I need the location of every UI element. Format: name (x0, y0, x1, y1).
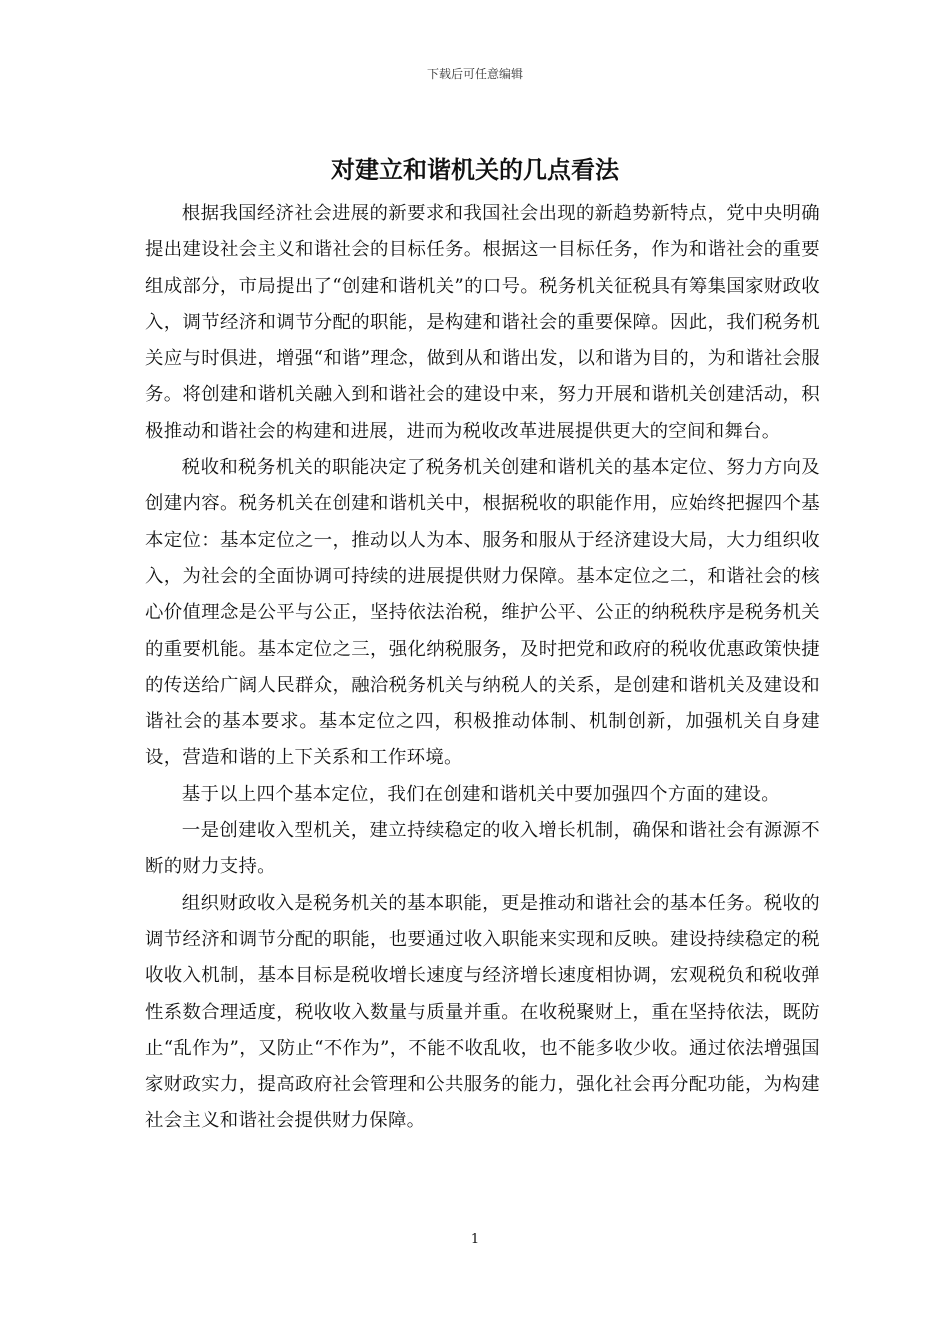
document-title: 对建立和谐机关的几点看法 (331, 155, 619, 184)
paragraph: 税收和税务机关的职能决定了税务机关创建和谐机关的基本定位、努力方向及创建内容。税务机关在创建和谐机关中，根据税收的职能作用，应始终把握四个基本定位：基本定位之一，推动以人为本、服务和服从于经济建设大局，大力组织收入，为社会的全面协调可持续的进展提供财力保障。基本定位之二，和谐社会的核心价值理念是公平与公正，坚持依法治税，维护公平、公正的纳税秩序是税务机关的重要机能。基本定位之三，强化纳税服务，及时把党和政府的税收优惠政策快捷的传送给广阔人民群众，融洽税务机关与纳税人的关系，是创建和谐机关及建设和谐社会的基本要求。基本定位之四，积极推动体制、机制创新，加强机关自身建设，营造和谐的上下关系和工作环境。 (145, 457, 820, 769)
page-number: 1 (470, 1232, 480, 1247)
paragraph: 组织财政收入是税务机关的基本职能，更是推动和谐社会的基本任务。税收的调节经济和调节分配的职能，也要通过收入职能来实现和反映。建设持续稳定的税收收入机制，基本目标是税收增长速度与经济增长速度相协调，宏观税负和税收弹性系数合理适度，税收收入数量与质量并重。在收税聚财上，重在坚持依法，既防止“乱作为”，又防止“不作为”，不能不收乱收，也不能多收少收。通过依法增强国家财政实力，提高政府社会管理和公共服务的能力，强化社会再分配功能，为构建社会主义和谐社会提供财力保障。 (145, 892, 820, 1132)
page-header-note: 下载后可任意编辑 (426, 67, 523, 81)
paragraph: 根据我国经济社会进展的新要求和我国社会出现的新趋势新特点，党中央明确提出建设社会主义和谐社会的目标任务。根据这一目标任务，作为和谐社会的重要组成部分，市局提出了“创建和谐机关”的口号。税务机关征税具有筹集国家财政收入，调节经济和调节分配的职能，是构建和谐社会的重要保障。因此，我们税务机关应与时俱进，增强“和谐”理念，做到从和谐出发，以和谐为目的，为和谐社会服务。将创建和谐机关融入到和谐社会的建设中来，努力开展和谐机关创建活动，积极推动和谐社会的构建和进展，进而为税收改革进展提供更大的空间和舞台。 (145, 203, 820, 442)
document-body (145, 196, 820, 1140)
paragraph: 一是创建收入型机关，建立持续稳定的收入增长机制，确保和谐社会有源源不断的财力支持。 (145, 820, 820, 878)
paragraph: 基于以上四个基本定位，我们在创建和谐机关中要加强四个方面的建设。 (181, 783, 780, 805)
